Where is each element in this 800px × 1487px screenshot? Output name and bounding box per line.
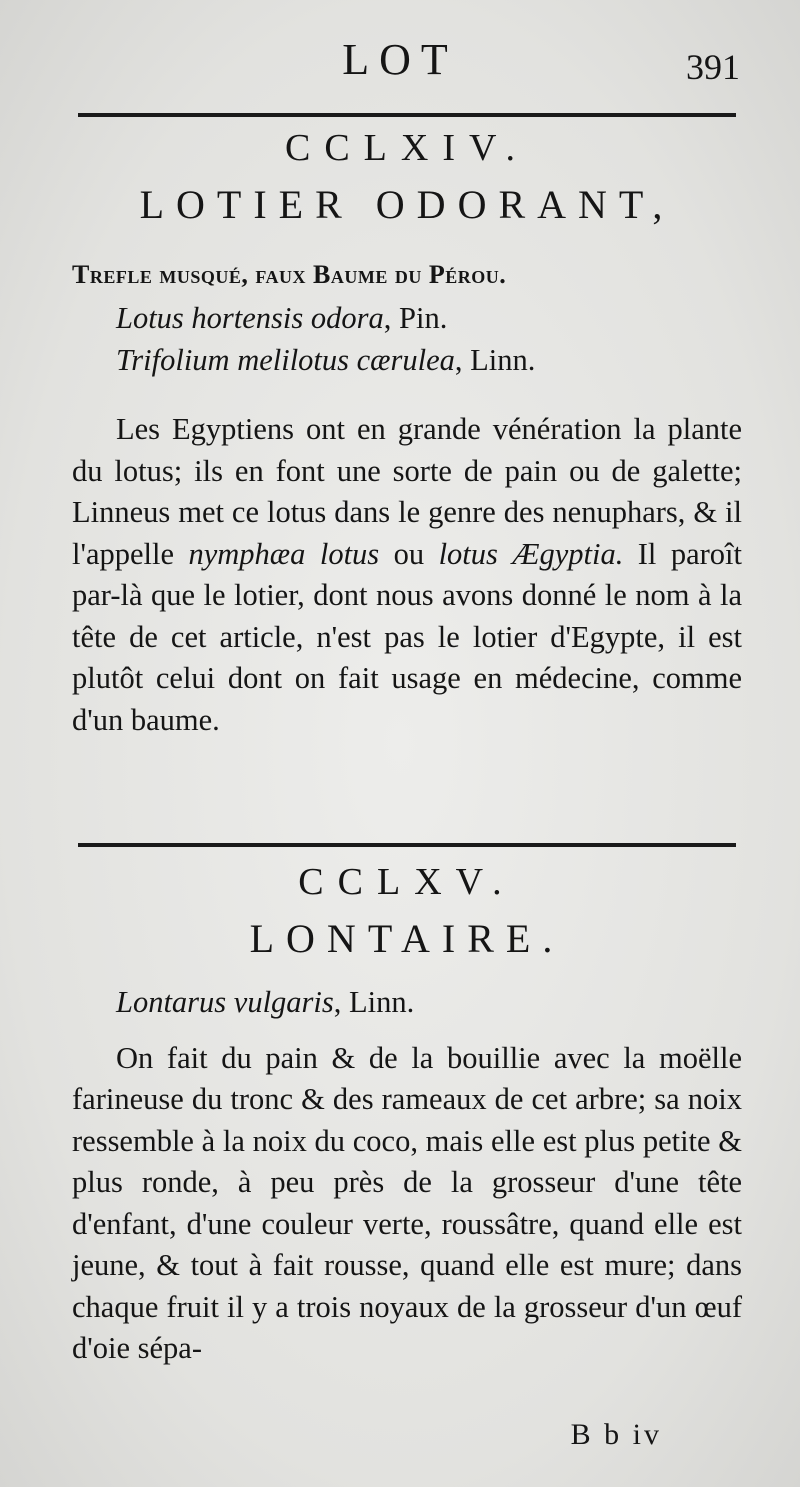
entry-numeral: CCLXIV. [284, 127, 530, 169]
latin-name-line [72, 298, 742, 340]
entry-title: LOTIER ODORANT, [139, 182, 675, 227]
latin-author: , Linn. [333, 985, 415, 1019]
page-number: 391 [686, 47, 740, 87]
signature-mark: B b iv [570, 1418, 662, 1451]
latin-name-line [72, 340, 742, 382]
paragraph-latin-term: nymphæa lotus [188, 536, 380, 571]
entry-paragraph [72, 409, 742, 741]
entry-numeral: CCLXV. [298, 861, 516, 903]
entry-paragraph: On fait du pain & de la bouillie avec la moëlle farineuse du tronc & des rameaux de cet arbre; sa noix ressemble à la noix du coco, mais elle est plus petite & plus ronde, à peu près de la grosseur d'une tête d'enfant, d'une couleur verte, roussâtre, quand elle est jeune, & tout à fait rousse, quand elle est mure; dans chaque fruit il y a trois noyaux de la grosseur d'un œuf d'oie sépa- [72, 1040, 742, 1365]
entry-synonyms: Trefle musqué, faux Baume du Pérou. [72, 260, 507, 289]
top-rule [78, 113, 736, 117]
paragraph-text: Les Egyptiens ont en grande vénération la plante du lotus; ils en font une sorte de pain ou de galette; Linneus met ce lotus dans le genre des nenuphars, & il l'appelle [72, 412, 742, 571]
latin-name-line [72, 982, 742, 1024]
entry-lontaire [72, 862, 742, 1370]
latin-name: Lotus hortensis odora [116, 301, 384, 335]
section-rule [78, 843, 736, 847]
latin-name: Trifolium melilotus cærulea [116, 342, 455, 377]
latin-author: , Linn. [454, 342, 536, 377]
page-header [60, 35, 740, 98]
latin-name: Lontarus vulgaris [116, 985, 334, 1019]
paragraph-latin-term: lotus Ægyptia. [438, 536, 624, 571]
latin-author: , Pin. [383, 301, 448, 335]
running-head: LOT [342, 35, 458, 84]
paragraph-text: Il paroît par-là que le lotier, dont nous avons donné le nom à la tête de cet article, n'est pas le lotier d'Egypte, il est plutôt celui dont on fait usage en médecine, comme d'un baume. [72, 536, 743, 737]
entry-title: LONTAIRE. [249, 916, 565, 961]
entry-lotier [72, 128, 742, 741]
paragraph-text: ou [379, 536, 439, 571]
